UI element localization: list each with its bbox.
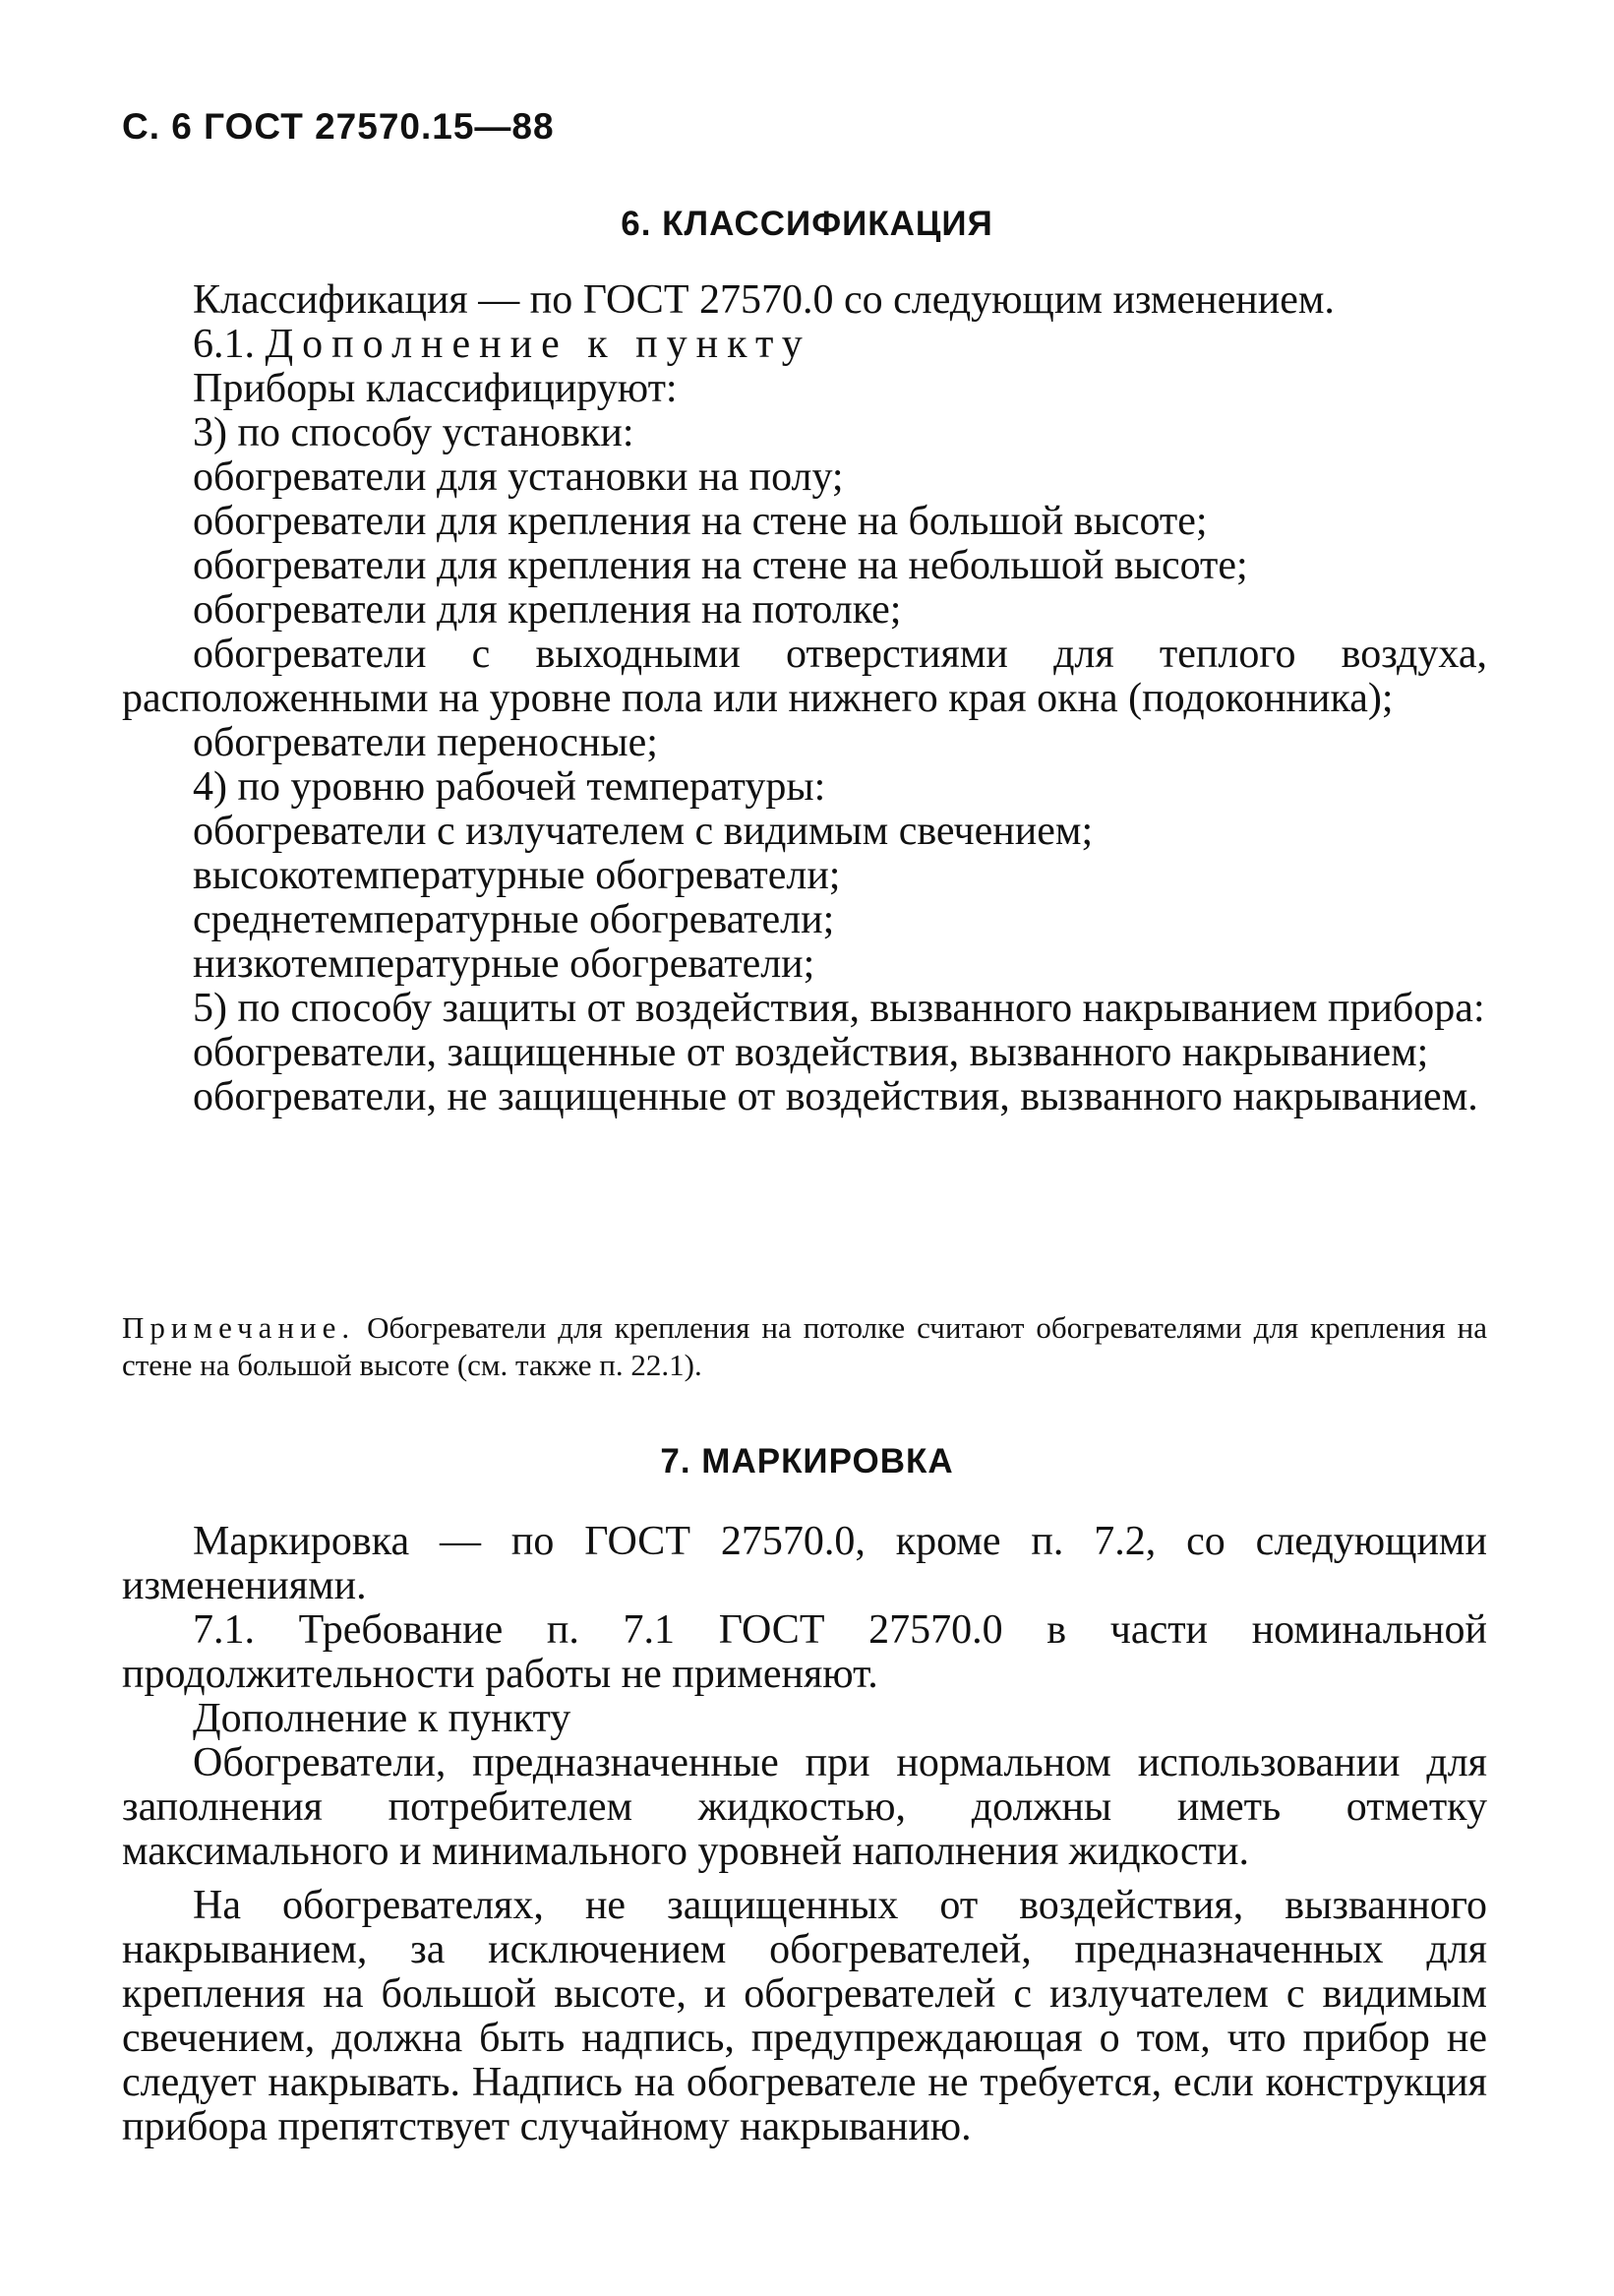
list-item: обогреватели для крепления на стене на большой высоте; (193, 499, 1208, 544)
list-item: обогреватели, защищенные от воздействия, вызванного накрыванием; (193, 1030, 1429, 1075)
section-7-intro: Маркировка — по ГОСТ 27570.0, кроме п. 7.2, со следующими изменениями. (122, 1519, 1487, 1608)
paragraph-liquid: Обогреватели, предназначенные при нормальном использовании для заполнения потребителем жидкостью, должны иметь отметку максимального и минимального уровней наполнения жидкости. (122, 1740, 1487, 1874)
list-item: обогреватели переносные; (193, 720, 658, 765)
list-item: обогреватели для крепления на стене на небольшой высоте; (193, 543, 1248, 588)
list-item: 4) по уровню рабочей температуры: (193, 764, 826, 810)
list-item: обогреватели для установки на полу; (193, 454, 844, 500)
section-6-note (122, 1309, 1487, 1384)
addition-label: Дополнение к пункту (193, 1696, 571, 1741)
list-item: обогреватели для крепления на потолке; (193, 587, 902, 633)
note-text: Обогреватели для крепления на потолке считают обогревателями для крепления на стене на большой высоте (см. также п. 22.1). (122, 1310, 1488, 1382)
page-header: С. 6 ГОСТ 27570.15—88 (122, 106, 555, 147)
paragraph-covering: На обогревателях, не защищенных от воздействия, вызванного накрыванием, за исключением обогревателей, предназначенных для крепления на большой высоте, и обогревателей с излучателем с видимым свечением, должна быть надпись, предупреждающая о том, что прибор не следует накрывать. Надпись на обогревателе не требуется, если конструкция прибора препятствует случайному накрыванию. (122, 1883, 1487, 2149)
list-item: высокотемпературные обогреватели; (193, 853, 841, 898)
section-6-title: 6. КЛАССИФИКАЦИЯ (621, 205, 993, 243)
section-7-title: 7. МАРКИРОВКА (660, 1442, 954, 1480)
clause-7-1: 7.1. Требование п. 7.1 ГОСТ 27570.0 в части номинальной продолжительности работы не применяют. (122, 1607, 1487, 1697)
list-item: среднетемпературные обогреватели; (193, 897, 835, 942)
devices-classified: Приборы классифицируют: (193, 366, 678, 411)
section-7-body (122, 1520, 1487, 2149)
subclause-number: 6.1. (193, 322, 255, 367)
list-item: обогреватели с выходными отверстиями для теплого воздуха, расположенными на уровне пола или нижнего края окна (подоконника); (122, 632, 1487, 721)
list-item: обогреватели, не защищенные от воздействия, вызванного накрыванием. (193, 1074, 1478, 1119)
subclause-6-1 (122, 323, 1487, 367)
note-label: Примечание. (122, 1310, 356, 1345)
list-item: 5) по способу защиты от воздействия, вызванного накрыванием прибора: (193, 986, 1485, 1031)
section-6-body (122, 278, 1487, 1119)
list-item: 3) по способу установки: (193, 410, 634, 455)
list-item: обогреватели с излучателем с видимым свечением; (193, 809, 1094, 854)
subclause-label: Дополнение к пункту (265, 322, 811, 367)
list-item: низкотемпературные обогреватели; (193, 941, 815, 987)
section-6-intro: Классификация — по ГОСТ 27570.0 со следующим изменением. (193, 277, 1335, 323)
